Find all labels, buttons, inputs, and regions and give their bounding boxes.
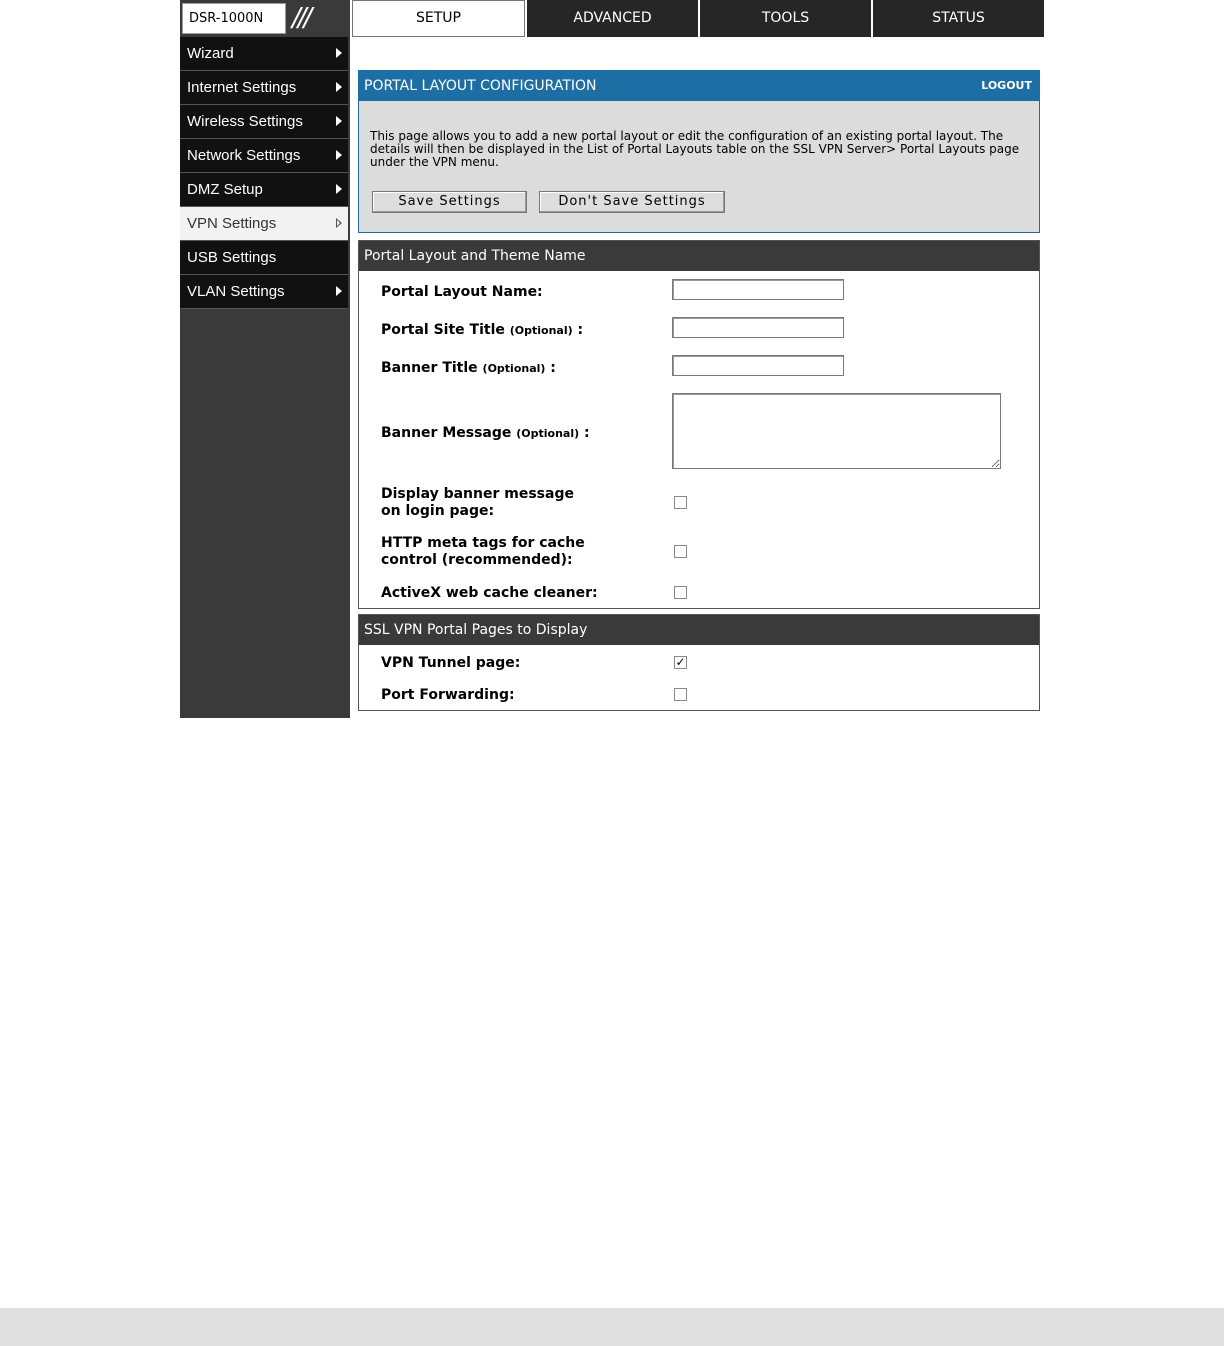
sidebar-item-wireless-settings[interactable] — [180, 105, 348, 139]
sidebar-item-wizard[interactable] — [180, 37, 348, 71]
banner-title-label: Banner Title (Optional) : — [381, 360, 556, 376]
arrow-right-outline-icon — [336, 218, 342, 228]
sidebar-item-label: Wireless Settings — [187, 113, 303, 130]
section-title: Portal Layout and Theme Name — [359, 241, 1039, 271]
sidebar-item-label: VLAN Settings — [187, 283, 285, 300]
page-description: This page allows you to add a new portal layout or edit the configuration of an existing portal layout. The details will then be displayed in the List of Portal Layouts table on the SSL VPN Server> Portal Layouts page under the VPN menu. — [370, 129, 1020, 169]
sidebar-item-label: Network Settings — [187, 147, 301, 164]
sidebar-item-dmz-setup[interactable] — [180, 173, 348, 207]
section-title: SSL VPN Portal Pages to Display — [359, 615, 1039, 645]
arrow-right-icon — [336, 286, 342, 296]
banner-message-label: Banner Message (Optional) : — [381, 425, 590, 441]
sidebar-item-label: Internet Settings — [187, 79, 297, 96]
logout-link[interactable]: LOGOUT — [981, 79, 1032, 92]
config-panel — [358, 70, 1040, 233]
vpn-tunnel-checkbox[interactable]: ✓ — [675, 655, 686, 669]
portal-site-title-input[interactable] — [672, 317, 844, 338]
page-title: PORTAL LAYOUT CONFIGURATION — [364, 78, 597, 94]
sidebar-item-vpn-settings[interactable] — [180, 207, 348, 241]
router-admin-ui — [180, 0, 1046, 718]
brand-slashes: /// — [292, 3, 310, 33]
display-banner-label: Display banner message on login page: — [381, 486, 574, 519]
sidebar-item-network-settings[interactable] — [180, 139, 348, 173]
tab-status[interactable]: STATUS — [871, 0, 1044, 37]
sidebar-item-label: DMZ Setup — [187, 181, 263, 198]
tab-advanced[interactable]: ADVANCED — [525, 0, 698, 37]
sidebar-item-usb-settings[interactable] — [180, 241, 348, 275]
portal-layout-name-input[interactable] — [672, 279, 844, 300]
http-meta-label: HTTP meta tags for cache control (recommended): — [381, 535, 585, 568]
activex-checkbox[interactable] — [674, 586, 687, 599]
sidebar-item-label: USB Settings — [187, 249, 277, 266]
banner-title-input[interactable] — [672, 355, 844, 376]
footer-bar — [0, 1308, 1224, 1346]
model-name: DSR-1000N — [182, 3, 286, 34]
banner-message-textarea[interactable] — [672, 393, 1001, 469]
sidebar-item-label: VPN Settings — [187, 215, 277, 232]
arrow-right-icon — [336, 184, 342, 194]
portal-pages-section — [358, 614, 1040, 711]
config-header — [359, 71, 1039, 101]
sidebar-item-label: Wizard — [187, 45, 234, 62]
http-meta-checkbox[interactable] — [674, 545, 687, 558]
tab-tools[interactable]: TOOLS — [698, 0, 871, 37]
arrow-right-icon — [336, 48, 342, 58]
brand-header — [180, 0, 350, 37]
top-tabs — [352, 0, 1044, 37]
arrow-right-icon — [336, 116, 342, 126]
port-forwarding-checkbox[interactable] — [674, 688, 687, 701]
port-forwarding-label: Port Forwarding: — [381, 687, 515, 703]
arrow-right-icon — [336, 82, 342, 92]
sidebar — [180, 37, 350, 718]
display-banner-checkbox[interactable] — [674, 496, 687, 509]
sidebar-item-vlan-settings[interactable] — [180, 275, 348, 309]
activex-label: ActiveX web cache cleaner: — [381, 585, 598, 601]
save-settings-button[interactable]: Save Settings — [372, 191, 527, 213]
tab-setup[interactable]: SETUP — [352, 0, 525, 37]
arrow-right-icon — [336, 150, 342, 160]
vpn-tunnel-label: VPN Tunnel page: — [381, 655, 521, 671]
sidebar-item-internet-settings[interactable] — [180, 71, 348, 105]
portal-site-title-label: Portal Site Title (Optional) : — [381, 322, 584, 338]
portal-layout-section — [358, 240, 1040, 609]
dont-save-settings-button[interactable]: Don't Save Settings — [539, 191, 725, 213]
portal-layout-name-label: Portal Layout Name: — [381, 284, 543, 300]
